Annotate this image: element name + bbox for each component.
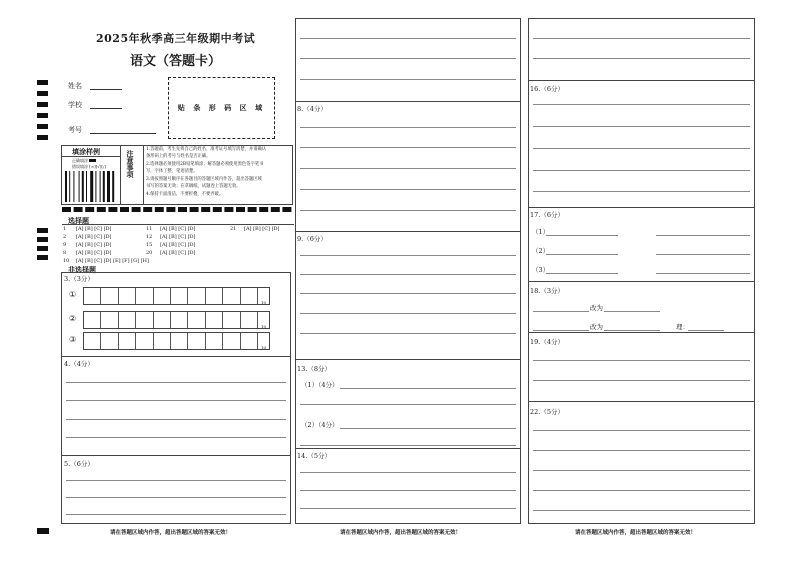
answer-line[interactable] <box>533 148 750 149</box>
answer-line[interactable] <box>66 400 286 401</box>
q3-grid-3[interactable] <box>83 332 270 350</box>
choice-q15-options[interactable]: [A] [B] [C] [D] <box>160 242 196 248</box>
choice-q10-options[interactable]: [A] [B] [C] [D] [E] [F] [G] [H] <box>76 258 149 264</box>
answer-line[interactable] <box>300 472 516 473</box>
divider <box>120 145 121 205</box>
q22-label: 22.（5分） <box>530 408 564 416</box>
choice-q12-options[interactable]: [A] [B] [C] [D] <box>160 234 196 240</box>
choice-q20-num: 20 <box>146 250 153 256</box>
q18-change2-label: 改为 <box>590 323 603 331</box>
name-label: 姓名 <box>68 82 82 90</box>
choice-q11-options[interactable]: [A] [B] [C] [D] <box>160 226 196 232</box>
divider <box>528 207 755 208</box>
answer-line[interactable] <box>300 445 516 446</box>
divider <box>61 455 291 456</box>
answer-line[interactable] <box>533 360 750 361</box>
answer-line[interactable] <box>300 255 516 256</box>
name-field[interactable] <box>90 89 122 90</box>
choice-q15-num: 15 <box>146 242 153 248</box>
answer-line[interactable] <box>300 58 516 59</box>
answer-line[interactable] <box>546 254 618 255</box>
q4-label: 4.（4分） <box>64 360 94 368</box>
choice-q1-options[interactable]: [A] [B] [C] [D] <box>76 226 112 232</box>
answer-line[interactable] <box>533 38 750 39</box>
answer-line[interactable] <box>546 235 618 236</box>
divider <box>295 359 521 360</box>
answer-line[interactable] <box>300 274 516 275</box>
answer-line[interactable] <box>533 470 750 471</box>
q8-label: 8.（4分） <box>297 105 327 113</box>
timing-mark <box>37 228 48 233</box>
q5-label: 5.（6分） <box>64 460 94 468</box>
q17-sub3: （3） <box>532 266 550 274</box>
q13-label: 13.（8分） <box>297 365 331 373</box>
choice-q11-num: 11 <box>146 226 153 232</box>
choice-q12-num: 12 <box>146 234 153 240</box>
choice-q21-num: 21 <box>230 226 237 232</box>
q3-grid-2-mark: 10 <box>261 324 267 329</box>
choice-q10-num: 10 <box>63 258 70 264</box>
q19-label: 19.（4分） <box>530 338 564 346</box>
notes-line-3: 2.选择题必须使用2B铅笔填涂；解答题必须使用黑色签字笔书 <box>146 162 264 167</box>
answer-line[interactable] <box>604 311 660 312</box>
answer-line[interactable] <box>546 273 618 274</box>
q18-label: 18.（3分） <box>530 287 564 295</box>
grid-row <box>84 333 270 349</box>
answer-line[interactable] <box>66 480 286 481</box>
answer-line[interactable] <box>300 210 516 211</box>
timing-mark <box>37 80 48 85</box>
timing-mark <box>37 113 48 118</box>
choice-q8-num: 8 <box>63 250 67 256</box>
grid-row <box>84 312 270 328</box>
choice-q21-options[interactable]: [A] [B] [C] [D] <box>244 226 280 232</box>
answer-line[interactable] <box>656 254 750 255</box>
notes-line-5: 3.请按照题号顺序在各题目的答题区域内作答，超出答题区域 <box>146 177 262 182</box>
q9-label: 9.（6分） <box>297 235 327 243</box>
q16-label: 16.（6分） <box>530 85 564 93</box>
footer-notice-2: 请在答题区域内作答，超出答题区域的答案无效！ <box>340 530 462 536</box>
answer-line[interactable] <box>688 330 724 331</box>
q3-circle-2: ② <box>69 314 77 323</box>
answer-line[interactable] <box>300 127 516 128</box>
footer-notice-1: 请在答题区域内作答，超出答题区域的答案无效！ <box>110 530 232 536</box>
notes-line-2: 条形码上的考号与姓名是否正确。 <box>146 154 211 159</box>
divider <box>295 448 521 449</box>
answer-line[interactable] <box>300 79 516 80</box>
answer-line[interactable] <box>533 430 750 431</box>
answer-line[interactable] <box>533 450 750 451</box>
notes-line-6: 书写的答案无效；在草稿纸、试题卷上答题无效。 <box>146 184 241 189</box>
answer-line[interactable] <box>300 313 516 314</box>
q13-sub1-label: （1）（4分） <box>301 381 339 389</box>
divider <box>528 401 755 402</box>
notes-title: 注意事项 <box>126 150 135 178</box>
divider <box>295 231 521 232</box>
id-field[interactable] <box>90 133 156 134</box>
timing-mark <box>37 246 48 251</box>
answer-line[interactable] <box>66 419 286 420</box>
answer-line[interactable] <box>300 490 516 491</box>
school-field[interactable] <box>90 108 122 109</box>
grid-row <box>84 288 270 304</box>
answer-line[interactable] <box>300 508 516 509</box>
timing-mark <box>37 102 48 107</box>
footer-notice-3: 请在答题区域内作答，超出答题区域的答案无效！ <box>575 530 697 536</box>
barcode-area <box>168 77 275 139</box>
sample-wrong-label: 错误填涂 [×][√][/] <box>72 164 106 169</box>
timing-mark <box>37 255 48 260</box>
divider <box>61 356 291 357</box>
answer-line[interactable] <box>300 168 516 169</box>
answer-line[interactable] <box>533 510 750 511</box>
q3-circle-1: ① <box>69 290 77 299</box>
sample-barcode <box>64 171 116 202</box>
answer-line[interactable] <box>66 497 286 498</box>
notes-line-4: 写，字体工整、笔迹清楚。 <box>146 169 198 174</box>
answer-line[interactable] <box>533 58 750 59</box>
timing-mark <box>37 528 49 534</box>
answer-line[interactable] <box>533 191 750 192</box>
answer-line[interactable] <box>604 330 660 331</box>
q17-sub1: （1） <box>532 228 550 236</box>
divider <box>528 281 755 282</box>
barcode-area-label: 贴 条 形 码 区 域 <box>177 103 266 112</box>
school-label: 学校 <box>68 101 82 109</box>
q3-circle-3: ③ <box>69 335 77 344</box>
divider <box>295 101 521 102</box>
choice-q2-num: 2 <box>63 234 67 240</box>
divider <box>62 224 294 225</box>
answer-line[interactable] <box>300 147 516 148</box>
timing-mark <box>37 124 48 129</box>
q3-grid-2[interactable] <box>83 311 270 329</box>
divider <box>528 80 755 81</box>
answer-line[interactable] <box>66 437 286 438</box>
choice-title: 选择题 <box>68 216 89 225</box>
answer-line[interactable] <box>340 388 516 389</box>
col1-answer-panel <box>61 272 291 524</box>
sample-title: 填涂样例 <box>72 147 100 156</box>
timing-strip <box>62 207 294 213</box>
notes-line-1: 1.答题前，考生先将自己的姓名、准考证号填写清楚，并请确认 <box>146 147 267 152</box>
choice-q9-options[interactable]: [A] [B] [C] [D] <box>76 242 112 248</box>
answer-line[interactable] <box>533 170 750 171</box>
answer-line[interactable] <box>533 104 750 105</box>
timing-mark <box>37 135 48 140</box>
sample-correct-label: 正确填涂 <box>72 158 96 164</box>
choice-q9-num: 9 <box>63 242 67 248</box>
answer-line[interactable] <box>533 380 750 381</box>
answer-line[interactable] <box>300 38 516 39</box>
answer-line[interactable] <box>300 333 516 334</box>
q17-label: 17.（6分） <box>530 211 564 219</box>
timing-mark <box>37 91 48 96</box>
exam-title: 2025年秋季高三年级期中考试 <box>96 32 256 45</box>
q17-sub2: （2） <box>532 247 550 255</box>
choice-q2-options[interactable]: [A] [B] [C] [D] <box>76 234 112 240</box>
divider <box>143 145 144 205</box>
col3-answer-panel <box>528 18 755 524</box>
q3-label: 3.（3分） <box>64 275 94 283</box>
timing-mark <box>37 237 48 242</box>
answer-line[interactable] <box>340 428 516 429</box>
answer-line[interactable] <box>66 514 286 515</box>
answer-line[interactable] <box>533 126 750 127</box>
q14-label: 14.（5分） <box>297 452 331 460</box>
q13-sub2-label: （2）（4分） <box>301 421 339 429</box>
answer-line[interactable] <box>533 311 589 312</box>
notes-line-7: 4.保持卡面清洁，不要折叠，不要弄破。 <box>146 192 224 197</box>
q3-grid-1[interactable] <box>83 287 270 305</box>
choice-q1-num: 1 <box>63 226 67 232</box>
exam-subtitle: 语文（答题卡） <box>130 54 222 69</box>
q3-grid-1-mark: 10 <box>261 300 267 305</box>
choice-q8-options[interactable]: [A] [B] [C] [D] <box>76 250 112 256</box>
answer-line[interactable] <box>656 273 750 274</box>
answer-line[interactable] <box>300 189 516 190</box>
answer-line[interactable] <box>300 404 516 405</box>
answer-line[interactable] <box>300 293 516 294</box>
answer-line[interactable] <box>656 235 750 236</box>
nonchoice-title: 非选择题 <box>68 265 96 274</box>
answer-line[interactable] <box>533 490 750 491</box>
answer-line[interactable] <box>66 382 286 383</box>
q18-change1-label: 改为 <box>590 304 603 312</box>
choice-q20-options[interactable]: [A] [B] [C] [D] <box>160 250 196 256</box>
q18-reason-label: 理： <box>676 323 689 331</box>
q3-grid-3-mark: 10 <box>261 345 267 350</box>
divider <box>528 332 755 333</box>
answer-line[interactable] <box>533 330 589 331</box>
id-label: 考号 <box>68 126 82 134</box>
